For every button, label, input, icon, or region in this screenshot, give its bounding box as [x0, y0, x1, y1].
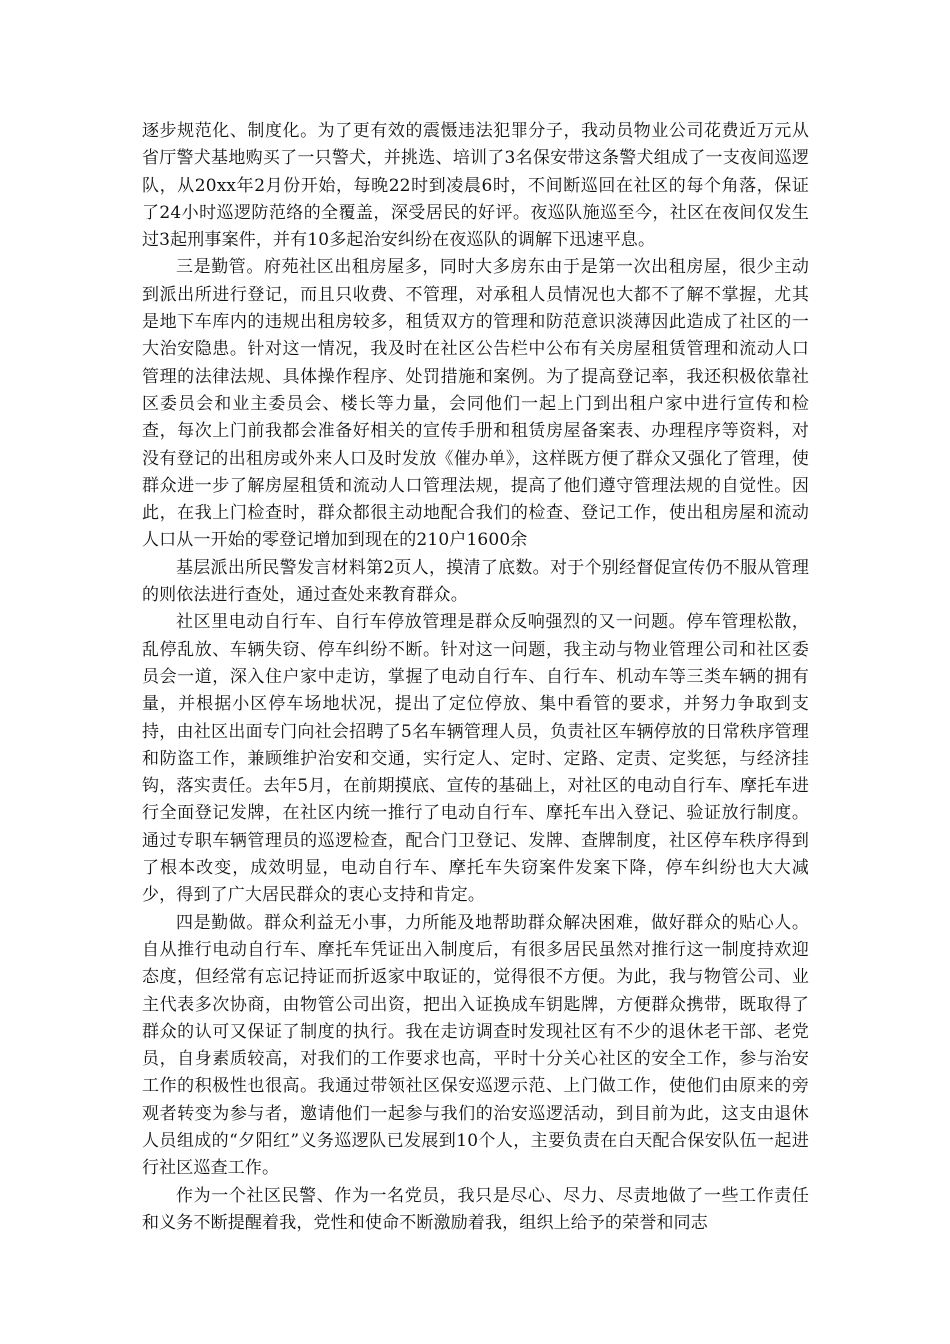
paragraph-diligent-work: 四是勤做。群众利益无小事，力所能及地帮助群众解决困难，做好群众的贴心人。自从推行电动自行车、摩托车凭证出入制度后，有很多居民虽然对推行这一制度持欢迎态度，但经常有忘记持证而折返家中取证的，觉得很不方便。为此，我与物管公司、业主代表多次协商，由物管公司出资，把出入证换成车钥匙牌，方便群众携带，既取得了群众的认可又保证了制度的执行。我在走访调查时发现社区有不少的退休老干部、老党员，自身素质较高，对我们的工作要求也高，平时十分关心社区的安全工作，参与治安工作的积极性也很高。我通过带领社区保安巡逻示范、上门做工作，使他们由原来的旁观者转变为参与者，邀请他们一起参与我们的治安巡逻活动，到目前为此，这支由退休人员组成的“夕阳红”义务巡逻队已发展到10个人，主要负责在白天配合保安队伍一起进行社区巡查工作。: [142, 912, 809, 1179]
paragraph-conclusion: 作为一个社区民警、作为一名党员，我只是尽心、尽力、尽责地做了一些工作责任和义务不断提醒着我，党性和使命不断激励着我，组织上给予的荣誉和同志: [142, 1185, 809, 1233]
paragraph-continuation: 逐步规范化、制度化。为了更有效的震慑违法犯罪分子，我动员物业公司花费近万元从省厅警犬基地购买了一只警犬，并挑选、培训了3名保安带这条警犬组成了一支夜间巡逻队，从20xx年2月份开始，每晚22时到凌晨6时，不间断巡回在社区的每个角落，保证了24小时巡逻防范络的全覆盖，深受居民的好评。夜巡队施巡至今，社区在夜间仅发生过3起刑事案件，并有10多起治安纠纷在夜巡队的调解下迅速平息。: [142, 121, 809, 251]
paragraph-page-header-continuation: 基层派出所民警发言材料第2页人，摸清了底数。对于个别经督促宣传仍不服从管理的则依法进行查处，通过查处来教育群众。: [142, 557, 809, 606]
document-body: [142, 118, 809, 1237]
paragraph-vehicle-parking: 社区里电动自行车、自行车停放管理是群众反响强烈的又一问题。停车管理松散，乱停乱放、车辆失窃、停车纠纷不断。针对这一问题，我主动与物业管理公司和社区委员会一道，深入住户家中走访，掌握了电动自行车、自行车、机动车等三类车辆的拥有量，并根据小区停车场地状况，提出了定位停放、集中看管的要求，并努力争取到支持，由社区出面专门向社会招聘了5名车辆管理人员，负责社区车辆停放的日常秩序管理和防盗工作，兼顾维护治安和交通，实行定人、定时、定路、定责、定奖惩，与经济挂钩，落实责任。去年5月，在前期摸底、宣传的基础上，对社区的电动自行车、摩托车进行全面登记发牌，在社区内统一推行了电动自行车、摩托车出入登记、验证放行制度。通过专职车辆管理员的巡逻检查，配合门卫登记、发牌、查牌制度，社区停车秩序得到了根本改变，成效明显，电动自行车、摩托车失窃案件发案下降，停车纠纷也大大减少，得到了广大居民群众的衷心支持和肯定。: [142, 612, 809, 906]
paragraph-diligent-management: 三是勤管。府苑社区出租房屋多，同时大多房东由于是第一次出租房屋，很少主动到派出所进行登记，而且只收费、不管理，对承租人员情况也大都不了解不掌握，尤其是地下车库内的违规出租房较多，租赁双方的管理和防范意识淡薄因此造成了社区的一大治安隐患。针对这一情况，我及时在社区公告栏中公布有关房屋租赁管理和流动人口管理的法律法规、具体操作程序、处罚措施和案例。为了提高登记率，我还积极依靠社区委员会和业主委员会、楼长等力量，会同他们一起上门到出租户家中进行宣传和检查，每次上门前我都会准备好相关的宣传手册和租赁房屋备案表、办理程序等资料，对没有登记的出租房或外来人口及时发放《催办单》，这样既方便了群众又强化了管理，使群众进一步了解房屋租赁和流动人口管理法规，提高了他们遵守管理法规的自觉性。因此，在我上门检查时，群众都很主动地配合我们的检查、登记工作，使出租房屋和流动人口从一开始的零登记增加到现在的210户1600余: [142, 257, 809, 551]
